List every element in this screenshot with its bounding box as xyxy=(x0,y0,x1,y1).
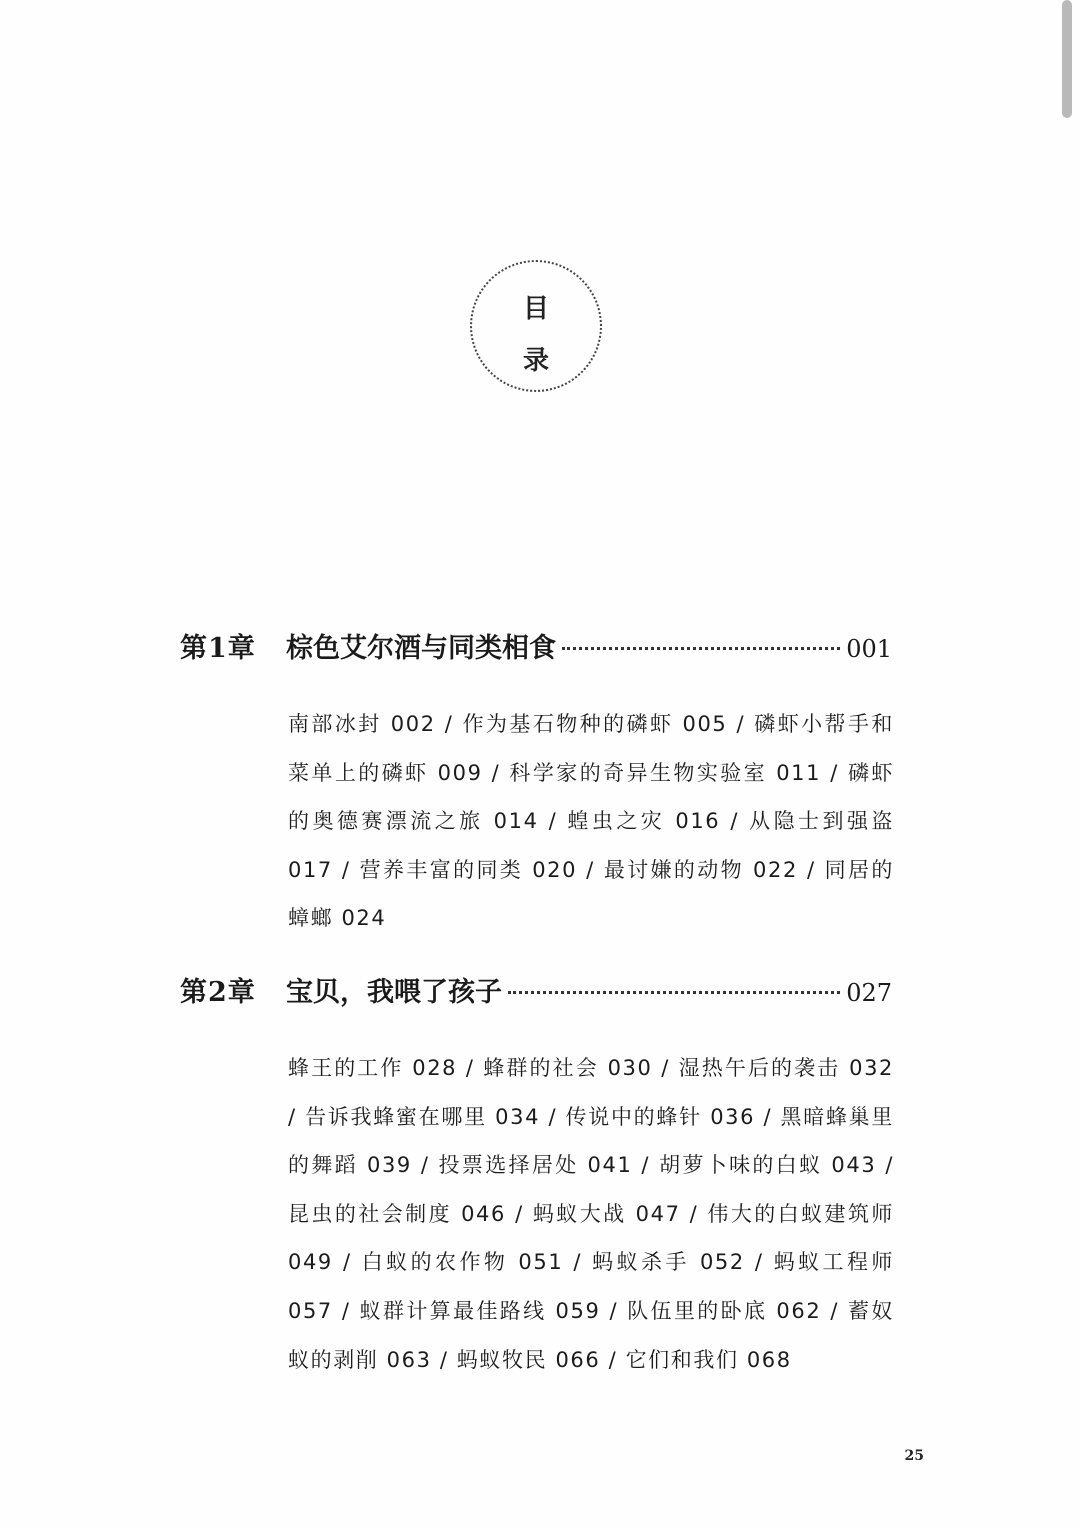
dot-leader xyxy=(508,991,840,994)
chapter-heading[interactable] xyxy=(180,970,892,1014)
chapter-2 xyxy=(180,970,892,1384)
chapter-page-number: 027 xyxy=(846,979,892,1007)
toc-title-badge xyxy=(470,260,602,392)
chapter-title: 棕色艾尔酒与同类相食 xyxy=(286,633,556,664)
scrollbar-thumb[interactable] xyxy=(1062,0,1072,118)
chapter-1 xyxy=(180,626,892,943)
chapter-entries: 蜂王的工作 028 / 蜂群的社会 030 / 湿热午后的袭击 032 / 告诉我蜂蜜在哪里 034 / 传说中的蜂针 036 / 黑暗蜂巢里的舞蹈 039 / 投票选择居处 041 / 胡萝卜味的白蚁 043 / 昆虫的社会制度 046 / 蚂蚁大战 047 / 伟大的白蚁建筑师 049 / 白蚁的农作物 051 / 蚂蚁杀手 052 / 蚂蚁工程师 057 / 蚁群计算最佳路线 059 / 队伍里的卧底 062 / 蓄奴蚁的剥削 063 / 蚂蚁牧民 066 / 它们和我们 068 xyxy=(288,1056,894,1372)
chapter-number: 第1章 xyxy=(180,633,256,664)
dot-leader xyxy=(562,647,840,650)
chapter-title: 宝贝，我喂了孩子 xyxy=(286,977,502,1008)
chapter-heading[interactable] xyxy=(180,626,892,670)
toc-title-char-1: 目 xyxy=(522,294,549,324)
chapter-page-number: 001 xyxy=(846,635,892,663)
toc-title-char-2: 录 xyxy=(522,346,549,376)
chapter-number: 第2章 xyxy=(180,977,256,1008)
page-number: 25 xyxy=(904,1448,924,1464)
chapter-entries: 南部冰封 002 / 作为基石物种的磷虾 005 / 磷虾小帮手和菜单上的磷虾 009 / 科学家的奇异生物实验室 011 / 磷虾的奥德赛漂流之旅 014 / 蝗虫之灾 016 / 从隐士到强盗 017 / 营养丰富的同类 020 / 最讨嫌的动物 022 / 同居的蟑螂 024 xyxy=(288,712,894,931)
